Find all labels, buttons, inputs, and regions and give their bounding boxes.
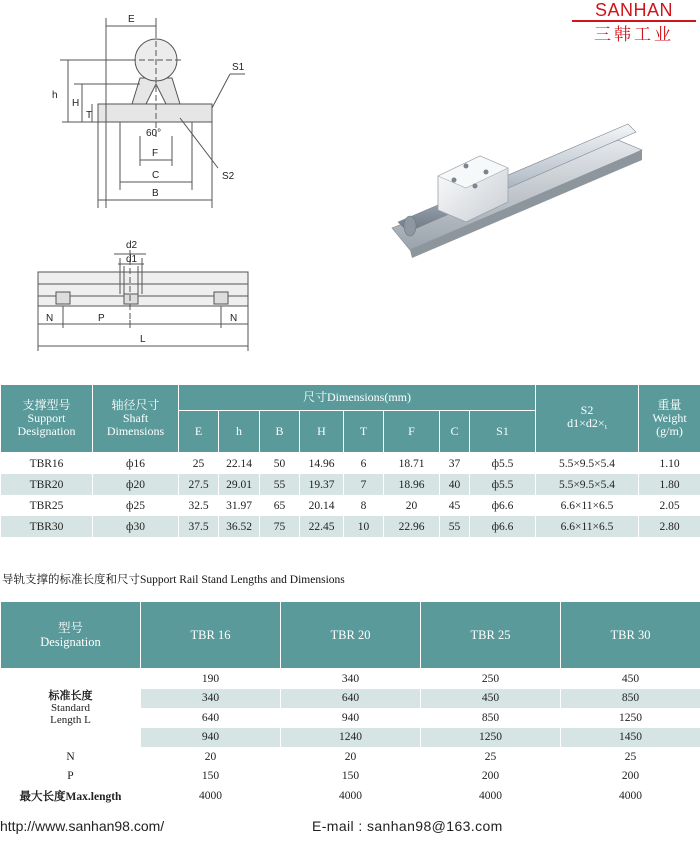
table-row: 标准长度 Standard Length L 190 340 250 450 — [1, 669, 700, 689]
max-length-label: 最大长度Max.length — [1, 786, 141, 806]
brand-name-cn: 三韩工业 — [594, 25, 674, 45]
header-e: E — [179, 411, 219, 453]
dim-label-s1: S1 — [232, 62, 245, 73]
dim-label-s2: S2 — [222, 171, 235, 182]
header-s2: S2 d1×d2×ι — [536, 385, 639, 453]
website-link[interactable]: http://www.sanhan98.com/ — [0, 818, 165, 834]
header-h-small: h — [219, 411, 260, 453]
product-photo — [380, 110, 680, 270]
header-shaft: 轴径尺寸 Shaft Dimensions — [93, 385, 179, 453]
table-row: 340 640 450 850 — [1, 689, 700, 709]
dim-label-b: B — [152, 188, 159, 199]
dim-label-c: C — [152, 170, 160, 181]
header-t: T — [344, 411, 384, 453]
header-c: C — [440, 411, 470, 453]
header-f: F — [384, 411, 440, 453]
dim-label-n-left: N — [46, 313, 54, 324]
table-row: P 150 150 200 200 — [1, 767, 700, 787]
table-row: N 20 20 25 25 — [1, 747, 700, 767]
header-model: 支撑型号 Support Designation — [1, 385, 93, 453]
table-row: TBR25 ф25 32.5 31.97 65 20.14 8 20 45 ф6.6 6.6×11×6.5 2.05 — [1, 495, 700, 516]
header-s1: S1 — [470, 411, 536, 453]
header-h: H — [300, 411, 344, 453]
header-weight: 重量 Weight (g/m) — [639, 385, 700, 453]
dim-label-e: E — [128, 14, 135, 25]
spec-table — [0, 384, 700, 537]
table-row: 940 1240 1250 1450 — [1, 728, 700, 748]
dim-label-h-small: h — [52, 90, 58, 101]
dim-label-h: H — [72, 98, 80, 109]
header-tbr20: TBR 20 — [281, 602, 421, 669]
email-contact[interactable]: E-mail : sanhan98@163.com — [312, 818, 503, 834]
dim-label-n-right: N — [230, 313, 238, 324]
dim-label-d2: d2 — [126, 240, 138, 251]
dim-label-p: P — [98, 313, 105, 324]
header-designation: 型号 Designation — [1, 602, 141, 669]
table-row: TBR16 ф16 25 22.14 50 14.96 6 18.71 37 ф5.5 5.5×9.5×5.4 1.10 — [1, 453, 700, 475]
brand-name-en: SANHAN — [594, 0, 673, 20]
dim-label-f: F — [152, 148, 159, 159]
lengths-table — [0, 601, 700, 806]
header-tbr30: TBR 30 — [561, 602, 700, 669]
dim-label-d1: d1 — [126, 254, 138, 265]
dim-label-l: L — [140, 334, 146, 345]
header-b: B — [260, 411, 300, 453]
dim-label-t: T — [86, 110, 93, 121]
table-row: 最大长度Max.length 4000 4000 4000 4000 — [1, 786, 700, 806]
header-dimensions: 尺寸Dimensions(mm) — [179, 385, 536, 411]
n-label: N — [1, 747, 141, 767]
side-view-drawing — [30, 236, 260, 356]
header-tbr25: TBR 25 — [421, 602, 561, 669]
standard-length-label: 标准长度 Standard Length L — [1, 669, 141, 748]
table-row: TBR30 ф30 37.5 36.52 75 22.45 10 22.96 55 ф6.6 6.6×11×6.5 2.80 — [1, 516, 700, 537]
p-label: P — [1, 767, 141, 787]
cross-section-drawing — [40, 8, 250, 213]
dim-label-angle: 60° — [146, 128, 162, 139]
brand-logo — [568, 0, 700, 52]
table-row: TBR20 ф20 27.5 29.01 55 19.37 7 18.96 40 ф5.5 5.5×9.5×5.4 1.80 — [1, 474, 700, 495]
lengths-section-title: 导轨支撑的标准长度和尺寸Support Rail Stand Lengths and Dimensions — [2, 574, 345, 586]
table-row: 640 940 850 1250 — [1, 708, 700, 728]
header-tbr16: TBR 16 — [141, 602, 281, 669]
